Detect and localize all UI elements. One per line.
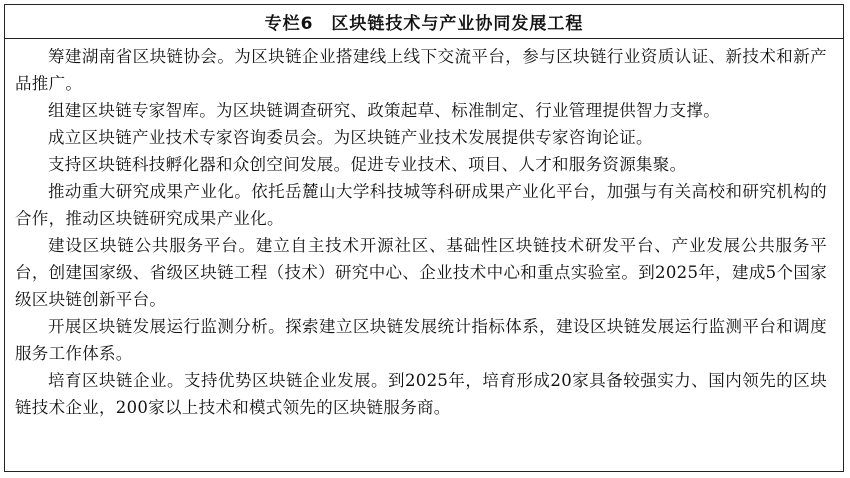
- paragraph-monitoring-analysis: 开展区块链发展运行监测分析。探索建立区块链发展统计指标体系，建设区块链发展运行监测平台和调度服务工作体系。: [15, 317, 827, 363]
- box-body: [5, 39, 843, 421]
- paragraph-incubators: 支持区块链科技孵化器和众创空间发展。促进专业技术、项目、人才和服务资源集聚。: [48, 155, 687, 174]
- paragraph-think-tank: 组建区块链专家智库。为区块链调查研究、政策起草、标准制定、行业管理提供智力支撑。: [48, 101, 720, 120]
- box-label: 专栏6: [264, 14, 314, 34]
- paragraph-expert-committee: 成立区块链产业技术专家咨询委员会。为区块链产业技术发展提供专家咨询论证。: [48, 128, 653, 147]
- paragraph-cultivate-enterprises: 培育区块链企业。支持优势区块链企业发展。到2025年，培育形成20家具备较强实力、国内领先的区块链技术企业，200家以上技术和模式领先的区块链服务商。: [15, 371, 827, 417]
- box-header: [5, 5, 843, 39]
- paragraph-public-service-platform: 建设区块链公共服务平台。建立自主技术开源社区、基础性区块链技术研发平台、产业发展公共服务平台，创建国家级、省级区块链工程（技术）研究中心、企业技术中心和重点实验室。到2025年，建成5个国家级区块链创新平台。: [15, 236, 827, 309]
- feature-box: [4, 4, 844, 472]
- paragraph-research-industrialization: 推动重大研究成果产业化。依托岳麓山大学科技城等科研成果产业化平台，加强与有关高校和研究机构的合作，推动区块链研究成果产业化。: [15, 182, 827, 228]
- box-title: 区块链技术与产业协同发展工程: [331, 14, 584, 34]
- paragraph-association: 筹建湖南省区块链协会。为区块链企业搭建线上线下交流平台，参与区块链行业资质认证、新技术和新产品推广。: [15, 47, 827, 93]
